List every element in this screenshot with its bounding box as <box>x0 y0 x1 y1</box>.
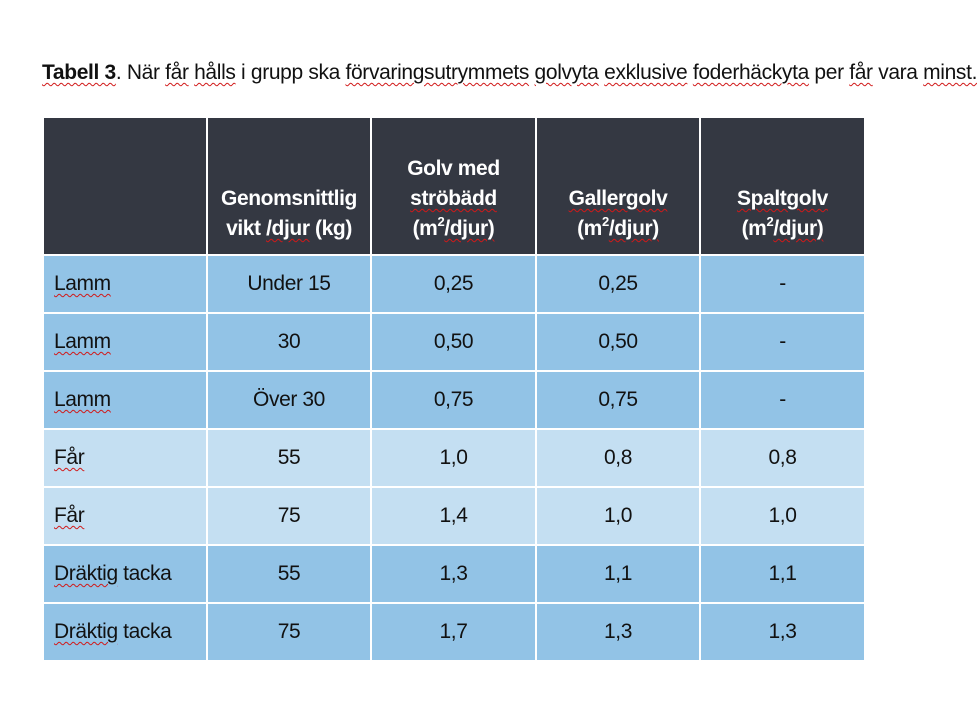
row-label-cell: Får <box>43 487 207 545</box>
table-cell: 1,0 <box>536 487 700 545</box>
row-label-cell: Lamm <box>43 255 207 313</box>
header-grate-floor <box>536 117 700 255</box>
header-line: Genomsnittlig <box>221 187 357 210</box>
table-row <box>43 603 865 661</box>
header-line: $(m^2/djur)$ <box>741 214 824 240</box>
table-row <box>43 371 865 429</box>
table-cell: 0,50 <box>371 313 536 371</box>
header-animal <box>43 117 207 255</box>
table-row <box>43 429 865 487</box>
row-label-cell: Lamm <box>43 313 207 371</box>
header-line: $(m^2/djur)$ <box>412 214 495 240</box>
header-line: $(m^2/djur)$ <box>577 214 659 240</box>
table-cell: - <box>700 255 865 313</box>
row-label-cell: Får <box>43 429 207 487</box>
header-line: vikt /djur (kg) <box>226 217 352 240</box>
table-cell: 1,1 <box>700 545 865 603</box>
table-body <box>43 255 865 661</box>
header-bedding-floor <box>371 117 536 255</box>
caption-label: Tabell 3 <box>42 61 116 84</box>
table-cell: 1,1 <box>536 545 700 603</box>
table-caption <box>42 58 977 88</box>
header-line: Spaltgolv <box>737 187 828 210</box>
table-cell: 55 <box>207 545 371 603</box>
table-cell: - <box>700 371 865 429</box>
table-cell: 75 <box>207 603 371 661</box>
table-row <box>43 487 865 545</box>
table-cell: 1,7 <box>371 603 536 661</box>
table-cell: 0,50 <box>536 313 700 371</box>
header-line: Golv med <box>407 157 500 180</box>
table-cell: - <box>700 313 865 371</box>
table-cell: 1,3 <box>371 545 536 603</box>
table-cell: Under 15 <box>207 255 371 313</box>
table-cell: 0,75 <box>371 371 536 429</box>
table-cell: 0,25 <box>371 255 536 313</box>
table-cell: 1,3 <box>536 603 700 661</box>
table-row <box>43 255 865 313</box>
header-line: ströbädd <box>410 187 497 210</box>
table-cell: 30 <box>207 313 371 371</box>
table-cell: 55 <box>207 429 371 487</box>
table-row <box>43 313 865 371</box>
header-weight <box>207 117 371 255</box>
table-cell: 0,8 <box>700 429 865 487</box>
row-label-cell: Lamm <box>43 371 207 429</box>
caption-text: . När får hålls i grupp ska förvaringsutrymmets golvyta exklusive foderhäckyta per får vara minst. <box>115 61 977 84</box>
table-cell: 1,0 <box>371 429 536 487</box>
table-cell: Över 30 <box>207 371 371 429</box>
table-cell: 1,4 <box>371 487 536 545</box>
table-cell: 0,25 <box>536 255 700 313</box>
data-table <box>42 116 866 662</box>
table-cell: 1,3 <box>700 603 865 661</box>
table-cell: 1,0 <box>700 487 865 545</box>
table-container <box>42 116 864 662</box>
header-slat-floor <box>700 117 865 255</box>
row-label-cell: Dräktig tacka <box>43 545 207 603</box>
table-row <box>43 545 865 603</box>
table-cell: 0,8 <box>536 429 700 487</box>
header-line: Gallergolv <box>568 187 668 210</box>
table-header <box>43 117 865 255</box>
row-label-cell: Dräktig tacka <box>43 603 207 661</box>
header-row <box>43 117 865 255</box>
table-cell: 75 <box>207 487 371 545</box>
table-cell: 0,75 <box>536 371 700 429</box>
